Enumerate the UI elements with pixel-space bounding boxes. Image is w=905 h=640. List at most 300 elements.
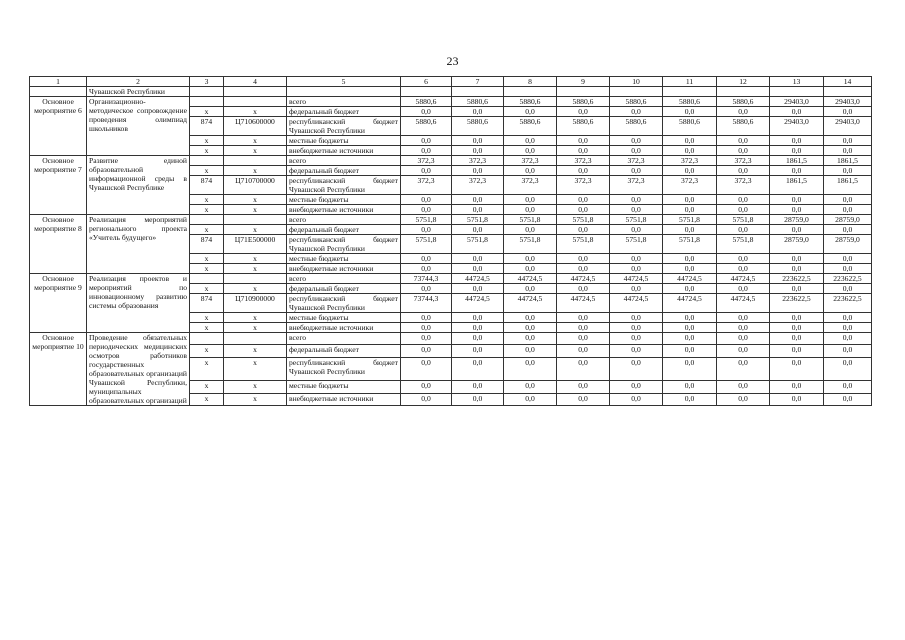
funding-value: 0,0	[770, 333, 824, 345]
funding-value: 1861,5	[770, 156, 824, 166]
grbs-code: x	[190, 225, 224, 235]
grbs-code: x	[190, 146, 224, 156]
funding-value: 5751,8	[452, 235, 504, 254]
column-number-header: 1	[30, 77, 87, 87]
grbs-code	[190, 333, 224, 345]
column-number-header: 5	[287, 77, 401, 87]
funding-value: 0,0	[557, 146, 610, 156]
funding-source: республиканский бюджет Чувашской Республики	[287, 235, 401, 254]
target-article-code: x	[224, 323, 287, 333]
table-row	[30, 274, 872, 284]
funding-value: 44724,5	[717, 274, 770, 284]
funding-value: 0,0	[717, 333, 770, 345]
measure-name: Основное мероприятие 6	[30, 97, 87, 156]
funding-value: 0,0	[663, 107, 717, 117]
column-number-header: 14	[824, 77, 872, 87]
funding-value: 0,0	[610, 254, 663, 264]
column-number-header: 9	[557, 77, 610, 87]
target-article-code: Ц710700000	[224, 176, 287, 195]
funding-value: 29403,0	[824, 97, 872, 107]
empty-cell	[824, 87, 872, 97]
funding-value: 0,0	[663, 323, 717, 333]
grbs-code: x	[190, 195, 224, 205]
funding-value: 372,3	[452, 176, 504, 195]
target-article-code: x	[224, 284, 287, 294]
funding-value: 0,0	[663, 333, 717, 345]
funding-value: 0,0	[504, 146, 557, 156]
funding-value: 28759,0	[770, 215, 824, 225]
funding-value: 44724,5	[504, 294, 557, 313]
funding-value: 44724,5	[557, 274, 610, 284]
funding-value: 0,0	[663, 205, 717, 215]
funding-source: всего	[287, 97, 401, 107]
funding-value: 0,0	[824, 136, 872, 146]
grbs-code	[190, 274, 224, 284]
funding-value: 0,0	[610, 195, 663, 205]
empty-cell	[224, 87, 287, 97]
funding-value: 0,0	[717, 136, 770, 146]
funding-value: 0,0	[770, 313, 824, 323]
funding-value: 0,0	[452, 333, 504, 345]
funding-value: 0,0	[557, 345, 610, 357]
table-row	[30, 333, 872, 345]
funding-value: 372,3	[610, 176, 663, 195]
empty-cell	[190, 87, 224, 97]
grbs-code: x	[190, 381, 224, 393]
funding-value: 5751,8	[557, 215, 610, 225]
funding-source: всего	[287, 156, 401, 166]
funding-value: 223622,5	[824, 294, 872, 313]
funding-value: 0,0	[504, 205, 557, 215]
measure-name: Основное мероприятие 7	[30, 156, 87, 215]
target-article-code: x	[224, 381, 287, 393]
funding-source: местные бюджеты	[287, 313, 401, 323]
funding-value: 0,0	[824, 254, 872, 264]
funding-value: 0,0	[504, 313, 557, 323]
grbs-code: x	[190, 357, 224, 381]
funding-value: 0,0	[663, 225, 717, 235]
funding-source: внебюджетные источники	[287, 146, 401, 156]
column-number-header: 12	[717, 77, 770, 87]
empty-cell	[452, 87, 504, 97]
funding-value: 0,0	[452, 264, 504, 274]
funding-value: 0,0	[401, 323, 452, 333]
funding-value: 0,0	[663, 381, 717, 393]
funding-value: 0,0	[824, 333, 872, 345]
funding-value: 5751,8	[717, 215, 770, 225]
funding-value: 0,0	[557, 225, 610, 235]
funding-value: 29403,0	[770, 97, 824, 107]
funding-value: 73744,3	[401, 294, 452, 313]
funding-value: 0,0	[557, 254, 610, 264]
funding-value: 0,0	[452, 205, 504, 215]
funding-value: 0,0	[401, 284, 452, 294]
column-number-header: 13	[770, 77, 824, 87]
funding-value: 5880,6	[663, 97, 717, 107]
funding-value: 372,3	[557, 156, 610, 166]
funding-value: 0,0	[824, 166, 872, 176]
funding-value: 0,0	[610, 323, 663, 333]
target-article-code: Ц710600000	[224, 117, 287, 136]
funding-value: 0,0	[557, 166, 610, 176]
funding-source: местные бюджеты	[287, 381, 401, 393]
funding-value: 0,0	[610, 284, 663, 294]
funding-value: 0,0	[557, 323, 610, 333]
table-row	[30, 156, 872, 166]
funding-value: 0,0	[717, 357, 770, 381]
funding-source: федеральный бюджет	[287, 107, 401, 117]
funding-value: 0,0	[663, 345, 717, 357]
funding-source: федеральный бюджет	[287, 225, 401, 235]
funding-value: 372,3	[557, 176, 610, 195]
funding-value: 0,0	[401, 225, 452, 235]
funding-value: 5880,6	[557, 117, 610, 136]
funding-value: 0,0	[824, 357, 872, 381]
measure-name: Основное мероприятие 10	[30, 333, 87, 406]
funding-value: 5880,6	[717, 97, 770, 107]
funding-source: местные бюджеты	[287, 136, 401, 146]
funding-value: 0,0	[824, 205, 872, 215]
funding-value: 0,0	[452, 225, 504, 235]
funding-value: 0,0	[717, 313, 770, 323]
funding-value: 0,0	[452, 146, 504, 156]
funding-value: 28759,0	[824, 235, 872, 254]
target-article-code: x	[224, 313, 287, 323]
funding-value: 0,0	[770, 136, 824, 146]
funding-value: 0,0	[401, 381, 452, 393]
funding-value: 0,0	[610, 345, 663, 357]
funding-value: 0,0	[504, 136, 557, 146]
funding-value: 5880,6	[610, 97, 663, 107]
measure-description: Проведение обязательных периодических медицинских осмотров работников государственных образовательных организаций Чувашской Республики, муниципальных образовательных организаций	[87, 333, 190, 406]
funding-value: 0,0	[770, 225, 824, 235]
funding-value: 5751,8	[717, 235, 770, 254]
target-article-code: x	[224, 393, 287, 405]
funding-value: 0,0	[610, 313, 663, 323]
funding-value: 0,0	[824, 381, 872, 393]
funding-value: 0,0	[717, 323, 770, 333]
funding-value: 0,0	[824, 313, 872, 323]
funding-value: 372,3	[401, 156, 452, 166]
funding-value: 5751,8	[663, 215, 717, 225]
funding-value: 44724,5	[557, 294, 610, 313]
funding-value: 0,0	[610, 381, 663, 393]
target-article-code: x	[224, 136, 287, 146]
funding-source: республиканский бюджет Чувашской Республики	[287, 176, 401, 195]
funding-value: 0,0	[824, 323, 872, 333]
funding-value: 0,0	[401, 313, 452, 323]
grbs-code: x	[190, 313, 224, 323]
empty-cell	[717, 87, 770, 97]
page-number: 23	[446, 54, 459, 68]
funding-value: 0,0	[824, 393, 872, 405]
funding-value: 0,0	[401, 107, 452, 117]
measure-description: Организационно-методическое сопровождение проведения олимпиад школьников	[87, 97, 190, 156]
funding-source: внебюджетные источники	[287, 393, 401, 405]
funding-value: 5751,8	[401, 235, 452, 254]
funding-value: 5751,8	[452, 215, 504, 225]
funding-value: 0,0	[824, 225, 872, 235]
funding-value: 44724,5	[663, 274, 717, 284]
funding-source: федеральный бюджет	[287, 284, 401, 294]
funding-value: 0,0	[663, 136, 717, 146]
target-article-code: x	[224, 225, 287, 235]
funding-value: 0,0	[610, 146, 663, 156]
funding-value: 0,0	[663, 254, 717, 264]
funding-value: 29403,0	[770, 117, 824, 136]
continuation-row	[30, 87, 872, 97]
funding-value: 0,0	[610, 225, 663, 235]
target-article-code	[224, 274, 287, 284]
funding-value: 44724,5	[610, 274, 663, 284]
funding-value: 0,0	[610, 107, 663, 117]
funding-value: 73744,3	[401, 274, 452, 284]
target-article-code	[224, 97, 287, 107]
funding-value: 0,0	[717, 205, 770, 215]
funding-value: 372,3	[610, 156, 663, 166]
funding-value: 0,0	[770, 107, 824, 117]
funding-value: 372,3	[717, 156, 770, 166]
funding-value: 372,3	[663, 156, 717, 166]
funding-value: 1861,5	[824, 156, 872, 166]
funding-value: 0,0	[504, 381, 557, 393]
funding-value: 0,0	[770, 205, 824, 215]
funding-value: 372,3	[663, 176, 717, 195]
column-number-header: 7	[452, 77, 504, 87]
funding-value: 5751,8	[504, 235, 557, 254]
funding-value: 5880,6	[557, 97, 610, 107]
empty-cell	[663, 87, 717, 97]
funding-value: 0,0	[663, 264, 717, 274]
funding-value: 0,0	[824, 345, 872, 357]
funding-value: 0,0	[770, 264, 824, 274]
funding-value: 372,3	[452, 156, 504, 166]
funding-value: 0,0	[663, 284, 717, 294]
funding-value: 0,0	[504, 357, 557, 381]
funding-value: 0,0	[452, 323, 504, 333]
funding-value: 0,0	[824, 146, 872, 156]
funding-value: 0,0	[452, 284, 504, 294]
funding-value: 0,0	[504, 345, 557, 357]
funding-value: 5880,6	[401, 117, 452, 136]
funding-value: 5880,6	[452, 97, 504, 107]
funding-source: всего	[287, 333, 401, 345]
funding-value: 0,0	[401, 357, 452, 381]
funding-value: 0,0	[663, 393, 717, 405]
measure-name: Основное мероприятие 8	[30, 215, 87, 274]
measure-description: Реализация мероприятий регионального проекта «Учитель будущего»	[87, 215, 190, 274]
funding-value: 0,0	[770, 393, 824, 405]
grbs-code: x	[190, 323, 224, 333]
funding-value: 0,0	[717, 195, 770, 205]
funding-value: 0,0	[663, 313, 717, 323]
funding-source: местные бюджеты	[287, 254, 401, 264]
funding-value: 0,0	[504, 264, 557, 274]
grbs-code: x	[190, 393, 224, 405]
budget-table	[29, 76, 872, 406]
grbs-code: x	[190, 205, 224, 215]
funding-value: 5751,8	[401, 215, 452, 225]
funding-value: 372,3	[504, 176, 557, 195]
measure-description: Развитие единой образовательной информационной среды в Чувашской Республике	[87, 156, 190, 215]
funding-value: 44724,5	[452, 274, 504, 284]
funding-value: 0,0	[401, 166, 452, 176]
funding-value: 0,0	[452, 195, 504, 205]
header-row	[30, 77, 872, 87]
funding-value: 0,0	[770, 254, 824, 264]
funding-value: 0,0	[610, 264, 663, 274]
funding-value: 0,0	[401, 254, 452, 264]
grbs-code	[190, 97, 224, 107]
funding-value: 0,0	[717, 254, 770, 264]
funding-value: 5880,6	[452, 117, 504, 136]
funding-value: 0,0	[770, 284, 824, 294]
empty-cell	[401, 87, 452, 97]
funding-source: всего	[287, 215, 401, 225]
empty-cell	[610, 87, 663, 97]
target-article-code: x	[224, 195, 287, 205]
funding-value: 0,0	[770, 146, 824, 156]
funding-value: 0,0	[504, 393, 557, 405]
continuation-text: Чувашской Республики	[87, 87, 190, 97]
column-number-header: 3	[190, 77, 224, 87]
funding-value: 44724,5	[452, 294, 504, 313]
target-article-code: x	[224, 264, 287, 274]
funding-source: федеральный бюджет	[287, 345, 401, 357]
target-article-code	[224, 215, 287, 225]
funding-value: 0,0	[452, 345, 504, 357]
funding-value: 5880,6	[504, 117, 557, 136]
empty-cell	[557, 87, 610, 97]
funding-value: 1861,5	[824, 176, 872, 195]
funding-value: 0,0	[452, 357, 504, 381]
funding-value: 0,0	[610, 166, 663, 176]
funding-value: 5880,6	[401, 97, 452, 107]
target-article-code: x	[224, 345, 287, 357]
funding-value: 0,0	[452, 107, 504, 117]
funding-value: 0,0	[717, 284, 770, 294]
column-number-header: 10	[610, 77, 663, 87]
grbs-code: x	[190, 264, 224, 274]
funding-value: 0,0	[824, 284, 872, 294]
funding-value: 0,0	[610, 136, 663, 146]
funding-value: 0,0	[717, 345, 770, 357]
funding-value: 372,3	[717, 176, 770, 195]
funding-value: 223622,5	[824, 274, 872, 284]
funding-value: 223622,5	[770, 274, 824, 284]
funding-value: 0,0	[452, 381, 504, 393]
target-article-code: x	[224, 254, 287, 264]
funding-value: 0,0	[557, 284, 610, 294]
grbs-code: 874	[190, 235, 224, 254]
funding-value: 5880,6	[663, 117, 717, 136]
funding-value: 0,0	[557, 313, 610, 323]
grbs-code: 874	[190, 294, 224, 313]
funding-value: 0,0	[824, 264, 872, 274]
target-article-code: Ц71Е500000	[224, 235, 287, 254]
funding-source: республиканский бюджет Чувашской Республики	[287, 117, 401, 136]
measure-name: Основное мероприятие 9	[30, 274, 87, 333]
grbs-code: x	[190, 107, 224, 117]
funding-value: 0,0	[557, 107, 610, 117]
empty-cell	[770, 87, 824, 97]
funding-value: 372,3	[504, 156, 557, 166]
funding-source: внебюджетные источники	[287, 205, 401, 215]
funding-value: 0,0	[557, 205, 610, 215]
funding-value: 0,0	[452, 166, 504, 176]
empty-cell	[504, 87, 557, 97]
funding-value: 0,0	[504, 225, 557, 235]
target-article-code: x	[224, 107, 287, 117]
table-row	[30, 215, 872, 225]
funding-source: республиканский бюджет Чувашской Республики	[287, 357, 401, 381]
column-number-header: 8	[504, 77, 557, 87]
grbs-code: x	[190, 345, 224, 357]
funding-value: 0,0	[663, 357, 717, 381]
funding-value: 0,0	[770, 357, 824, 381]
funding-value: 0,0	[401, 333, 452, 345]
funding-value: 44724,5	[610, 294, 663, 313]
funding-value: 0,0	[557, 381, 610, 393]
target-article-code: x	[224, 166, 287, 176]
funding-value: 0,0	[717, 381, 770, 393]
column-number-header: 2	[87, 77, 190, 87]
funding-value: 44724,5	[504, 274, 557, 284]
funding-value: 44724,5	[663, 294, 717, 313]
empty-cell	[30, 87, 87, 97]
column-number-header: 4	[224, 77, 287, 87]
funding-source: республиканский бюджет Чувашской Республики	[287, 294, 401, 313]
funding-value: 0,0	[610, 205, 663, 215]
target-article-code: x	[224, 357, 287, 381]
funding-value: 5751,8	[610, 215, 663, 225]
funding-value: 0,0	[504, 284, 557, 294]
funding-value: 5880,6	[717, 117, 770, 136]
empty-cell	[287, 87, 401, 97]
funding-value: 0,0	[770, 381, 824, 393]
funding-value: 0,0	[452, 313, 504, 323]
funding-value: 0,0	[452, 254, 504, 264]
funding-value: 0,0	[663, 195, 717, 205]
funding-value: 0,0	[504, 323, 557, 333]
funding-value: 0,0	[401, 136, 452, 146]
funding-value: 0,0	[452, 136, 504, 146]
funding-value: 0,0	[717, 146, 770, 156]
target-article-code: Ц710900000	[224, 294, 287, 313]
funding-value: 0,0	[401, 345, 452, 357]
funding-value: 0,0	[770, 323, 824, 333]
funding-value: 0,0	[717, 166, 770, 176]
funding-value: 0,0	[717, 225, 770, 235]
target-article-code	[224, 156, 287, 166]
funding-value: 0,0	[401, 393, 452, 405]
grbs-code: 874	[190, 176, 224, 195]
funding-value: 223622,5	[770, 294, 824, 313]
funding-value: 0,0	[557, 357, 610, 381]
funding-value: 5880,6	[504, 97, 557, 107]
funding-value: 0,0	[717, 393, 770, 405]
grbs-code	[190, 156, 224, 166]
funding-value: 5751,8	[557, 235, 610, 254]
grbs-code: 874	[190, 117, 224, 136]
funding-value: 0,0	[610, 357, 663, 381]
funding-value: 5751,8	[663, 235, 717, 254]
grbs-code	[190, 215, 224, 225]
column-number-header: 11	[663, 77, 717, 87]
funding-value: 0,0	[504, 166, 557, 176]
funding-value: 0,0	[770, 166, 824, 176]
funding-value: 0,0	[557, 333, 610, 345]
